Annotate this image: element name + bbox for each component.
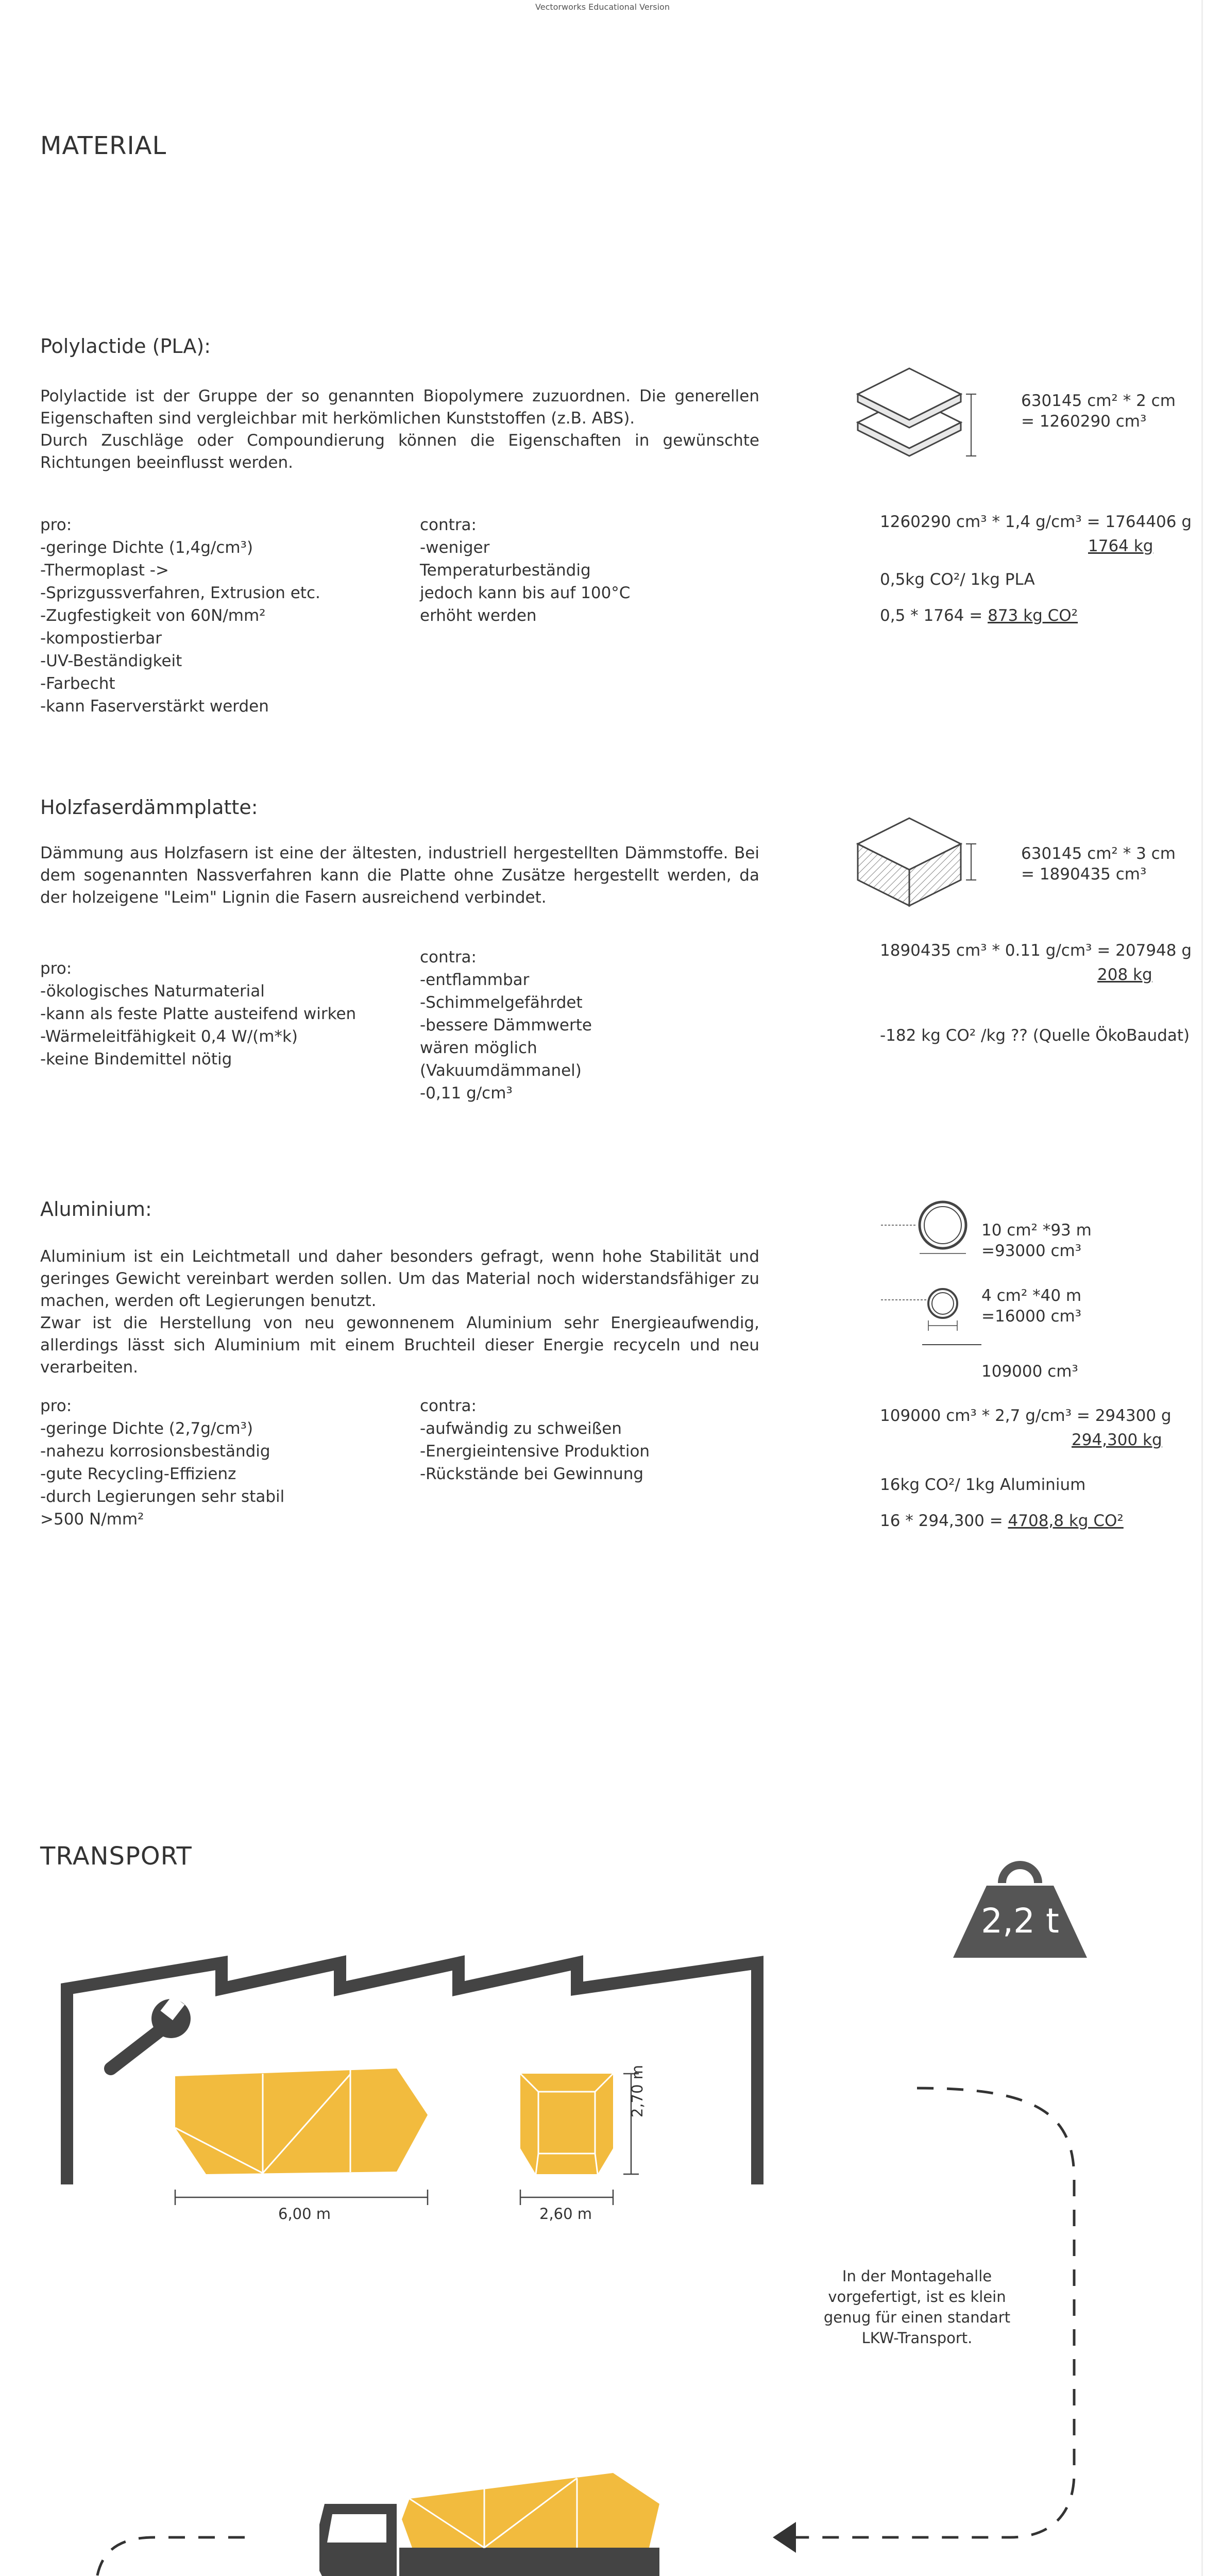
pla-slabs-icon: [855, 368, 963, 477]
pla-description-p1: Polylactide ist der Gruppe der so genannten Biopolymere zuzuordnen. Die generellen Eigenschaften sind vergleichbar mit herkömlichen Kunststoffen (z.B. ABS).: [40, 387, 759, 428]
pla-pro-item: -UV-Beständigkeit: [40, 652, 182, 670]
note-hall-line: In der Montagehalle: [842, 2267, 992, 2285]
wood-contra-list: [420, 946, 592, 1105]
note-hall-line: vorgefertigt, ist es klein: [828, 2288, 1006, 2306]
aluminium-calc-line1: 109000 cm³ * 2,7 g/cm³ = 294300 g: [880, 1406, 1172, 1425]
page-edge: [1201, 0, 1203, 2576]
wood-calc-line1: 1890435 cm³ * 0.11 g/cm³ = 207948 g: [880, 941, 1192, 960]
aluminium-calc-result: 294,300 kg: [1072, 1431, 1162, 1449]
aluminium-tube1: [981, 1220, 1092, 1261]
truck-cargo-module: [402, 2473, 659, 2548]
wood-co2-factor: -182 kg CO² /kg ?? (Quelle ÖkoBaudat): [880, 1026, 1190, 1045]
wood-pro-item: -keine Bindemittel nötig: [40, 1050, 232, 1069]
pla-pro-list: [40, 514, 320, 718]
aluminium-description: [40, 1246, 759, 1379]
pla-contra-list: [420, 514, 630, 627]
wood-pro-item: -Wärmeleitfähigkeit 0,4 W/(m*k): [40, 1027, 298, 1046]
pla-co2-factor: 0,5kg CO²/ 1kg PLA: [880, 570, 1035, 589]
pla-dims: [1021, 391, 1176, 432]
wood-contra-item: -0,11 g/cm³: [420, 1084, 513, 1103]
wood-contra-item: (Vakuumdämmanel): [420, 1061, 582, 1080]
aluminium-co2-factor: 16kg CO²/ 1kg Aluminium: [880, 1476, 1086, 1494]
pla-contra-item: -weniger: [420, 538, 490, 557]
aluminium-description-p1: Aluminium ist ein Leichtmetall und daher besonders gefragt, wenn hohe Stabilität und geringes Gewicht vereinbart werden sollen. Um das Material noch widerstandsfähiger zu machen, werden oft Legierungen benutzt.: [40, 1247, 759, 1310]
pla-pro-item: -geringe Dichte (1,4g/cm³): [40, 538, 253, 557]
aluminium-contra-item: contra:: [420, 1397, 477, 1415]
pla-pro-item: -Farbecht: [40, 674, 115, 693]
wood-contra-item: -Schimmelgefährdet: [420, 993, 583, 1012]
aluminium-title: Aluminium:: [40, 1198, 152, 1221]
wood-dims-line2: = 1890435 cm³: [1021, 865, 1147, 884]
dim-length: 6,00 m: [278, 2205, 331, 2223]
pla-title: Polylactide (PLA):: [40, 335, 211, 358]
wood-description: [40, 842, 759, 909]
aluminium-pro-item: -nahezu korrosionsbeständig: [40, 1442, 270, 1461]
note-hall-line: genug für einen standart: [823, 2309, 1011, 2326]
pla-calc-line1: 1260290 cm³ * 1,4 g/cm³ = 1764406 g: [880, 513, 1192, 531]
pla-co2-total: [880, 605, 1078, 626]
assembly-hall-illustration: [57, 1958, 778, 2200]
wood-pro-item: -ökologisches Naturmaterial: [40, 982, 265, 1001]
pla-contra-item: contra:: [420, 516, 477, 534]
wood-contra-item: wären möglich: [420, 1039, 537, 1057]
aluminium-pro-item: -geringe Dichte (2,7g/cm³): [40, 1419, 253, 1438]
truck-cab: [319, 2504, 397, 2576]
pla-pro-item: pro:: [40, 516, 72, 534]
pla-pro-item: -Zugfestigkeit von 60N/mm²: [40, 606, 266, 625]
aluminium-tube2: [981, 1285, 1081, 1327]
aluminium-co2-total: [880, 1511, 1124, 1531]
wood-dims: [1021, 843, 1176, 885]
wood-contra-item: contra:: [420, 948, 477, 967]
aluminium-total-value: 4708,8 kg CO²: [1008, 1512, 1124, 1530]
pla-description-p2: Durch Zuschläge oder Compoundierung können die Eigenschaften in gewünschte Richtungen beeinflusst werden.: [40, 431, 759, 472]
aluminium-tube1-line2: =93000 cm³: [981, 1242, 1082, 1260]
aluminium-tube-sum: 109000 cm³: [981, 1362, 1078, 1381]
aluminium-pro-list: [40, 1395, 284, 1531]
truck-illustration: [309, 2458, 670, 2576]
wood-pro-list: [40, 957, 356, 1071]
aluminium-pro-item: -durch Legierungen sehr stabil: [40, 1487, 285, 1506]
pla-pro-item: -kann Faserverstärkt werden: [40, 697, 269, 716]
aluminium-pro-item: pro:: [40, 1397, 72, 1415]
wood-block-icon: [855, 818, 963, 911]
wood-contra-item: -bessere Dämmwerte: [420, 1016, 592, 1035]
pla-calc-result: 1764 kg: [1088, 537, 1153, 555]
wood-title: Holzfaserdämmplatte:: [40, 796, 258, 819]
pla-total-prefix: 0,5 * 1764 =: [880, 606, 988, 625]
aluminium-total-prefix: 16 * 294,300 =: [880, 1512, 1008, 1530]
wood-pro-item: -kann als feste Platte austeifend wirken: [40, 1005, 357, 1023]
weight-label: 2,2 t: [981, 1901, 1059, 1941]
wood-description-p1: Dämmung aus Holzfasern ist eine der ältesten, industriell hergestellten Dämmstoffe. Bei dem sogenannten Nassverfahren kann die Platte ohne Zusätze hergestellt werden, da der holzeigene "Leim" Lignin die Fasern ausreichend verbindet.: [40, 844, 759, 907]
module-front-view: [520, 2074, 613, 2174]
pla-pro-item: -kompostierbar: [40, 629, 162, 648]
pla-contra-item: erhöht werden: [420, 606, 537, 625]
pla-pro-item: -Thermoplast ->: [40, 561, 169, 580]
note-assembly-hall: [804, 2266, 1030, 2348]
wrench-icon: [111, 1995, 191, 2069]
aluminium-tube2-line2: =16000 cm³: [981, 1307, 1082, 1326]
pla-pro-item: -Sprizgussverfahren, Extrusion etc.: [40, 584, 320, 602]
dim-height: 2,70 m: [629, 2064, 646, 2117]
aluminium-pro-item: -gute Recycling-Effizienz: [40, 1465, 236, 1483]
material-title: MATERIAL: [40, 131, 167, 160]
wood-dims-line1: 630145 cm² * 3 cm: [1021, 844, 1176, 863]
note-hall-line: LKW-Transport.: [861, 2329, 973, 2347]
dim-width: 2,60 m: [539, 2205, 592, 2223]
aluminium-description-p2: Zwar ist die Herstellung von neu gewonnenem Aluminium sehr Energieaufwendig, allerdings lässt sich Aluminium mit einem Bruchteil dieser Energie recyceln und neu verarbeiten.: [40, 1314, 759, 1377]
wood-pro-item: pro:: [40, 959, 72, 978]
pla-description: [40, 385, 759, 474]
aluminium-contra-item: -Rückstände bei Gewinnung: [420, 1465, 644, 1483]
aluminium-contra-list: [420, 1395, 650, 1485]
module-side-view: [175, 2069, 428, 2174]
wood-contra-item: -entflammbar: [420, 971, 530, 989]
watermark-top: Vectorworks Educational Version: [535, 2, 670, 12]
pla-dims-line2: = 1260290 cm³: [1021, 412, 1147, 431]
transport-title: TRANSPORT: [40, 1842, 192, 1871]
aluminium-contra-item: -aufwändig zu schweißen: [420, 1419, 622, 1438]
aluminium-tube2-line1: 4 cm² *40 m: [981, 1286, 1082, 1305]
aluminium-pro-item: >500 N/mm²: [40, 1510, 144, 1529]
aluminium-contra-item: -Energieintensive Produktion: [420, 1442, 650, 1461]
pla-contra-item: Temperaturbeständig: [420, 561, 591, 580]
pla-total-value: 873 kg CO²: [988, 606, 1078, 625]
aluminium-tube1-line1: 10 cm² *93 m: [981, 1221, 1092, 1240]
pla-dims-line1: 630145 cm² * 2 cm: [1021, 392, 1176, 410]
wood-calc-result: 208 kg: [1097, 965, 1152, 984]
pla-contra-item: jedoch kann bis auf 100°C: [420, 584, 631, 602]
aluminium-tubes-icon: [871, 1194, 984, 1359]
